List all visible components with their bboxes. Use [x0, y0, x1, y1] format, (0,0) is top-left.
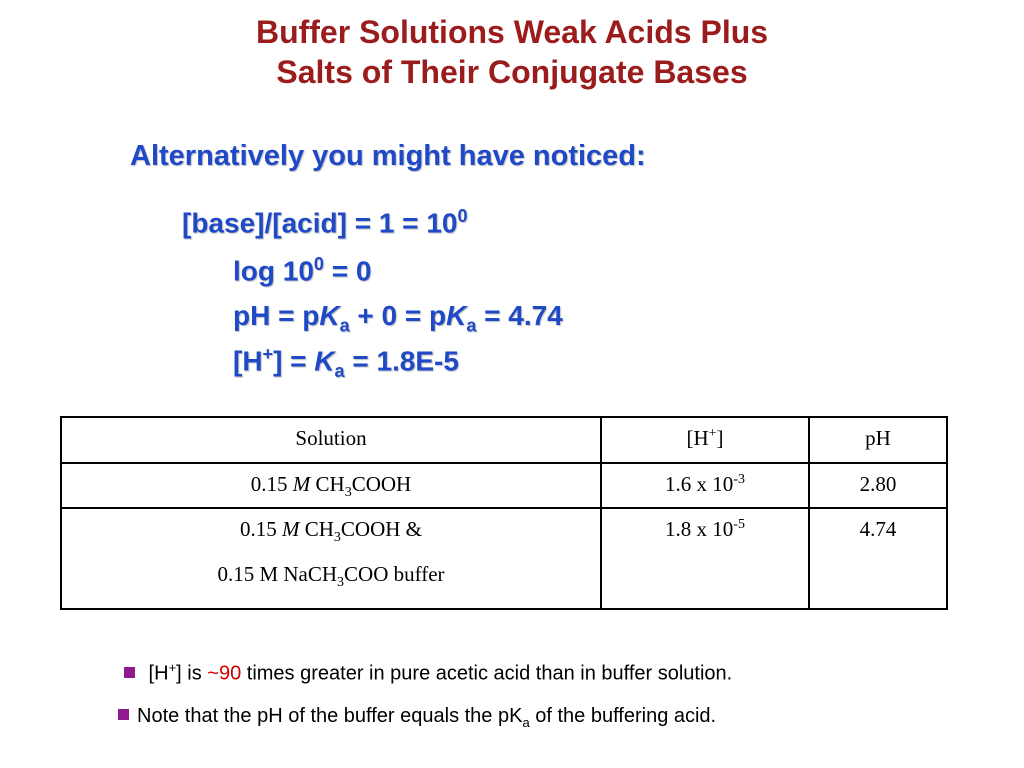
slide-title: [0, 12, 1024, 92]
equation-log: $\log 10^0 = 0$: [233, 254, 372, 287]
subheading: Alternatively you might have noticed:: [130, 140, 646, 172]
cell-ph: 2.80: [809, 463, 947, 508]
bullet-square-icon: [118, 709, 129, 720]
table-row: [61, 508, 947, 608]
bullet-item: Note that the pH of the buffer equals the $pK_a$ of the buffering acid.: [118, 705, 732, 734]
cell-solution: 0.15 M $CH_3COOH$: [61, 463, 601, 508]
cell-ph: 4.74: [809, 508, 947, 608]
title-line-2: Salts of Their Conjugate Bases: [276, 54, 748, 90]
bullet-square-icon: [124, 667, 135, 678]
table-row: [61, 463, 947, 508]
table-header-row: [61, 417, 947, 463]
equation-ratio: [base]/[acid] = $1 = 10^0$: [182, 206, 468, 239]
equation-h-conc: $[H^+] = K_a = 1.8E-5$: [233, 344, 459, 381]
solution-line-2: 0.15 M NaCH$_3$COO buffer: [217, 562, 445, 591]
highlight-ratio: ~90: [207, 662, 242, 685]
bullet-item: [H+] is ~90 times greater in pure acetic acid than in buffer solution.: [124, 657, 732, 685]
bullet-list: [124, 657, 732, 754]
comparison-table: [60, 416, 948, 610]
solution-line-1: 0.15 M $CH_3COOH$ &: [239, 517, 423, 546]
cell-solution: [61, 508, 601, 608]
header-h-concentration: [H+]: [601, 417, 809, 463]
header-ph: pH: [809, 417, 947, 463]
cell-h-concentration: 1.8 x $10^{-5}$: [601, 508, 809, 608]
equation-ph: pH = $pK_a + 0 = pK_a = 4.74$: [233, 300, 563, 336]
cell-h-concentration: 1.6 x $10^{-3}$: [601, 463, 809, 508]
header-solution: Solution: [61, 417, 601, 463]
title-line-1: Buffer Solutions Weak Acids Plus: [255, 14, 769, 50]
